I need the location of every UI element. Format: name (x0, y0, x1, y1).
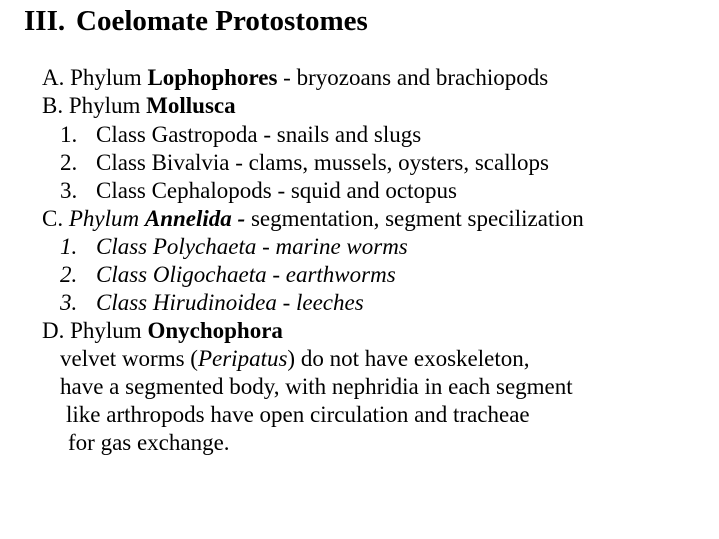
item-d-prefix: Phylum (70, 318, 142, 343)
item-c-class-2-text: Class Oligochaeta - earthworms (96, 262, 396, 287)
item-b-class-1 (60, 121, 421, 149)
item-a-desc: - bryozoans and brachiopods (283, 65, 549, 90)
item-c-desc: segmentation, segment specilization (250, 206, 584, 231)
item-d-name: Onychophora (147, 318, 283, 343)
item-c-class-1 (60, 233, 408, 261)
item-d-desc-4: for gas exchange. (68, 430, 230, 455)
item-c-dash: - (237, 206, 246, 231)
item-b-class-3-text: Class Cephalopods - squid and octopus (96, 178, 457, 203)
item-d-desc-line-2 (60, 373, 573, 401)
item-c-class-3 (60, 289, 364, 317)
item-a-letter: A. (42, 65, 65, 90)
item-d-desc-1-post: ) do not have exoskeleton, (287, 346, 530, 371)
item-c-class-1-text: Class Polychaeta - marine worms (96, 234, 408, 259)
item-d (42, 317, 283, 345)
item-c-name: Annelida (144, 206, 232, 231)
item-b-class-1-text: Class Gastropoda - snails and slugs (96, 122, 422, 147)
item-c (42, 205, 584, 233)
item-b-letter: B. (42, 93, 64, 118)
item-d-desc-2: have a segmented body, with nephridia in each segment (60, 374, 573, 399)
item-d-desc-3: like arthropods have open circulation and tracheae (66, 402, 530, 427)
item-d-desc-line-3 (66, 401, 530, 429)
item-a-name: Lophophores (147, 65, 278, 90)
item-b-class-2 (60, 149, 549, 177)
item-b-class-2-text: Class Bivalvia - clams, mussels, oysters, scallops (96, 150, 549, 175)
item-a-prefix: Phylum (70, 65, 142, 90)
item-b-class-1-num: 1. (60, 122, 78, 147)
item-d-desc-1-pre: velvet worms ( (60, 346, 198, 371)
item-b-class-3-num: 3. (60, 178, 78, 203)
title-number: III. (24, 5, 66, 37)
slide-title (24, 2, 368, 40)
item-b-class-2-num: 2. (60, 150, 78, 175)
item-b-name: Mollusca (146, 93, 236, 118)
item-d-letter: D. (42, 318, 65, 343)
item-c-class-3-num: 3. (60, 290, 78, 315)
item-c-class-2 (60, 261, 396, 289)
item-b-class-3 (60, 177, 457, 205)
item-d-genus: Peripatus (197, 346, 288, 371)
item-b (42, 92, 236, 120)
item-b-prefix: Phylum (68, 93, 141, 118)
title-text: Coelomate Protostomes (76, 5, 368, 37)
item-c-class-1-num: 1. (60, 234, 78, 259)
item-a (42, 64, 548, 92)
item-c-class-3-text: Class Hirudinoidea - leeches (96, 290, 364, 315)
item-d-desc-line-1 (60, 345, 530, 373)
item-c-letter: C. (42, 206, 64, 231)
item-c-class-2-num: 2. (60, 262, 78, 287)
item-d-desc-line-4 (68, 429, 230, 457)
item-c-prefix: Phylum (68, 206, 140, 231)
